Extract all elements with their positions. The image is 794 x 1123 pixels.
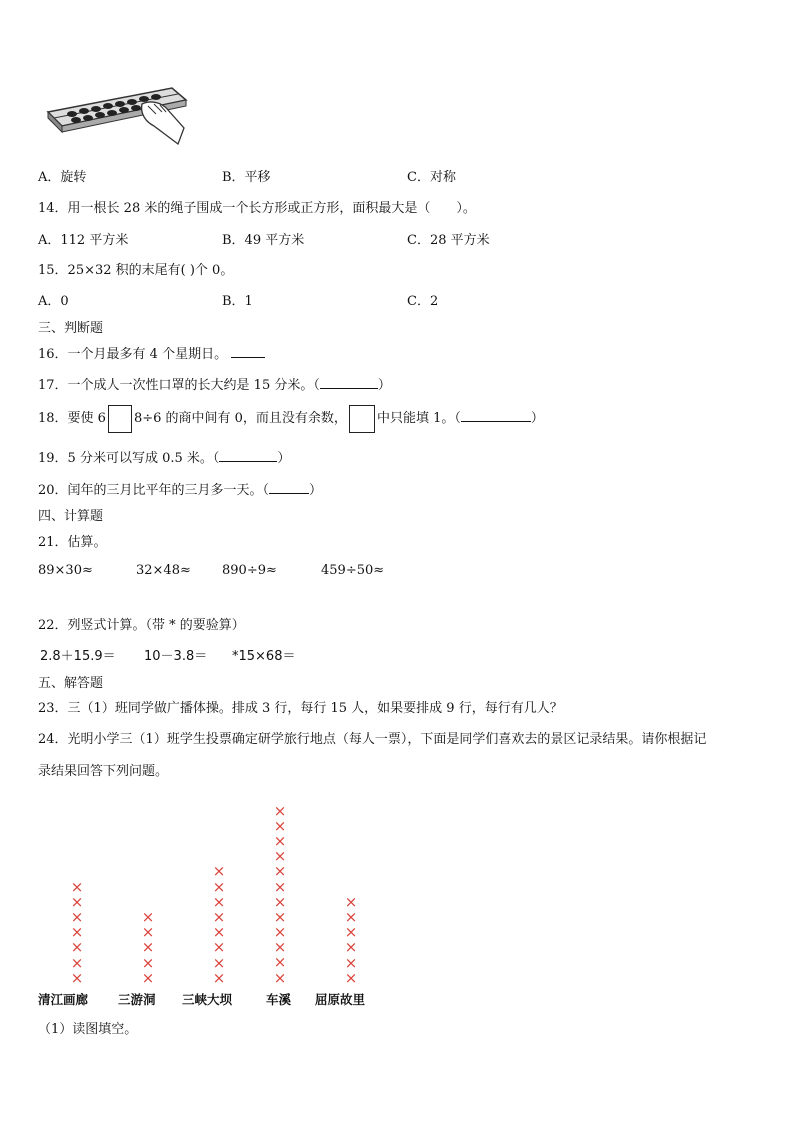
q15-option-a: A．0 (38, 294, 69, 309)
tally-mark: × (70, 892, 84, 911)
tally-category-label: 车溪 (266, 992, 292, 1007)
section-heading-calculation: 四、计算题 (38, 509, 104, 524)
tally-mark: × (141, 923, 155, 942)
q20-question (38, 479, 322, 498)
q14-option-b: B．49 平方米 (222, 233, 305, 248)
q19-close: ） (277, 451, 291, 466)
q18-question (38, 404, 544, 434)
q23-question: 23．三（1）班同学做广播体操。排成 3 行，每行 15 人，如果要排成 9 行，每行有几人？ (38, 701, 563, 716)
tally-mark: × (70, 907, 84, 926)
q19-text: 19．5 分米可以写成 0.5 米。（ (38, 451, 220, 466)
q18-part2: 8÷6 的商中间有 0，而且没有余数， (133, 411, 347, 426)
q18-digit-box-2[interactable] (349, 405, 375, 433)
tally-mark: × (273, 877, 287, 896)
tally-mark: × (141, 908, 155, 926)
tally-mark: × (344, 923, 358, 942)
q21-item-2: 32×48≈ (136, 563, 191, 578)
tally-mark: × (212, 938, 226, 957)
tally-mark: × (273, 847, 287, 866)
q16-answer-blank[interactable] (231, 345, 265, 358)
q22-item-2: 10－3.8＝ (144, 649, 208, 664)
q17-close: ） (377, 378, 391, 393)
q19-answer-blank[interactable] (219, 449, 277, 462)
q13-option-c: C．对称 (407, 170, 456, 185)
tally-mark: × (141, 953, 155, 972)
tally-mark: × (273, 816, 287, 835)
tally-mark: × (212, 923, 226, 942)
q22-question: 22．列竖式计算。（带 * 的要验算） (38, 618, 245, 633)
abacus-image (44, 82, 190, 154)
tally-column (272, 801, 288, 987)
tally-category-label: 三峡大坝 (182, 992, 233, 1007)
q20-text: 20．闰年的三月比平年的三月多一天。（ (38, 483, 270, 498)
q14-question: 14．用一根长 28 米的绳子围成一个长方形或正方形，面积最大是（ ）。 (38, 201, 476, 216)
tally-category-label: 清江画廊 (38, 992, 89, 1007)
tally-mark: × (70, 953, 84, 972)
q17-question (38, 374, 391, 393)
tally-mark: × (70, 968, 84, 987)
q19-question (38, 447, 290, 466)
tally-mark: × (141, 968, 155, 987)
tally-mark: × (70, 877, 84, 896)
section-heading-word-problems: 五、解答题 (38, 676, 104, 691)
q20-close: ） (309, 483, 323, 498)
tally-mark: × (273, 938, 287, 957)
tally-mark: × (344, 953, 358, 972)
q21-item-3: 890÷9≈ (222, 563, 277, 578)
q16-question (38, 343, 265, 362)
q18-answer-blank[interactable] (461, 409, 531, 422)
section-heading-judgment: 三、判断题 (38, 321, 104, 336)
tally-mark: × (273, 862, 287, 881)
q17-answer-blank[interactable] (320, 376, 378, 389)
tally-mark: × (70, 923, 84, 942)
tally-mark: × (212, 877, 226, 896)
q24-question-line2: 录结果回答下列问题。 (38, 764, 169, 779)
tally-mark: × (212, 892, 226, 911)
q20-answer-blank[interactable] (269, 481, 309, 494)
tally-category-label: 屈原故里 (315, 992, 366, 1007)
tally-mark: × (212, 862, 226, 881)
q18-part1: 18．要使 6 (38, 411, 106, 426)
q21-question: 21．估算。 (38, 535, 107, 550)
q16-text: 16．一个月最多有 4 个星期日。 (38, 347, 228, 362)
q21-item-1: 89×30≈ (38, 563, 93, 578)
tally-mark: × (273, 831, 287, 850)
q13-option-b: B．平移 (222, 170, 271, 185)
tally-mark: × (212, 907, 226, 926)
q15-option-b: B．1 (222, 294, 253, 309)
q18-part3: 中只能填 1。（ (376, 411, 461, 426)
q15-option-c: C．2 (407, 294, 439, 309)
tally-column (211, 864, 227, 986)
q17-text: 17．一个成人一次性口罩的长大约是 15 分米。（ (38, 378, 320, 393)
q24-question-line1: 24．光明小学三（1）班学生投票确定研学旅行地点（每人一票），下面是同学们喜欢去的景区记录结果。请你根据记 (38, 732, 707, 747)
tally-mark: × (70, 938, 84, 957)
q14-option-a: A．112 平方米 (38, 233, 129, 248)
q21-item-4: 459÷50≈ (321, 563, 385, 578)
tally-category-label: 三游洞 (118, 992, 156, 1007)
tally-mark: × (212, 953, 226, 972)
tally-mark: × (273, 907, 287, 926)
q22-item-3: *15×68＝ (232, 649, 296, 664)
tally-mark: × (141, 938, 155, 957)
tally-mark: × (273, 892, 287, 911)
q18-close: ） (530, 411, 544, 426)
q22-item-1: 2.8＋15.9＝ (40, 649, 116, 664)
q14-option-c: C．28 平方米 (407, 233, 490, 248)
tally-mark: × (273, 953, 287, 972)
q24-sub1: （1）读图填空。 (38, 1022, 138, 1037)
tally-mark: × (344, 907, 358, 926)
tally-mark: × (273, 801, 287, 820)
tally-column (140, 910, 156, 986)
tally-mark: × (212, 968, 226, 987)
tally-column (343, 892, 359, 987)
tally-mark: × (273, 923, 287, 942)
tally-column (69, 877, 85, 987)
q13-option-a: A．旋转 (38, 170, 87, 185)
tally-mark: × (273, 968, 287, 987)
tally-mark: × (344, 892, 358, 911)
tally-mark: × (344, 968, 358, 987)
q18-digit-box-1[interactable] (108, 405, 132, 433)
tally-mark: × (344, 938, 358, 957)
q15-question: 15．25×32 积的末尾有( )个 0。 (38, 263, 234, 278)
